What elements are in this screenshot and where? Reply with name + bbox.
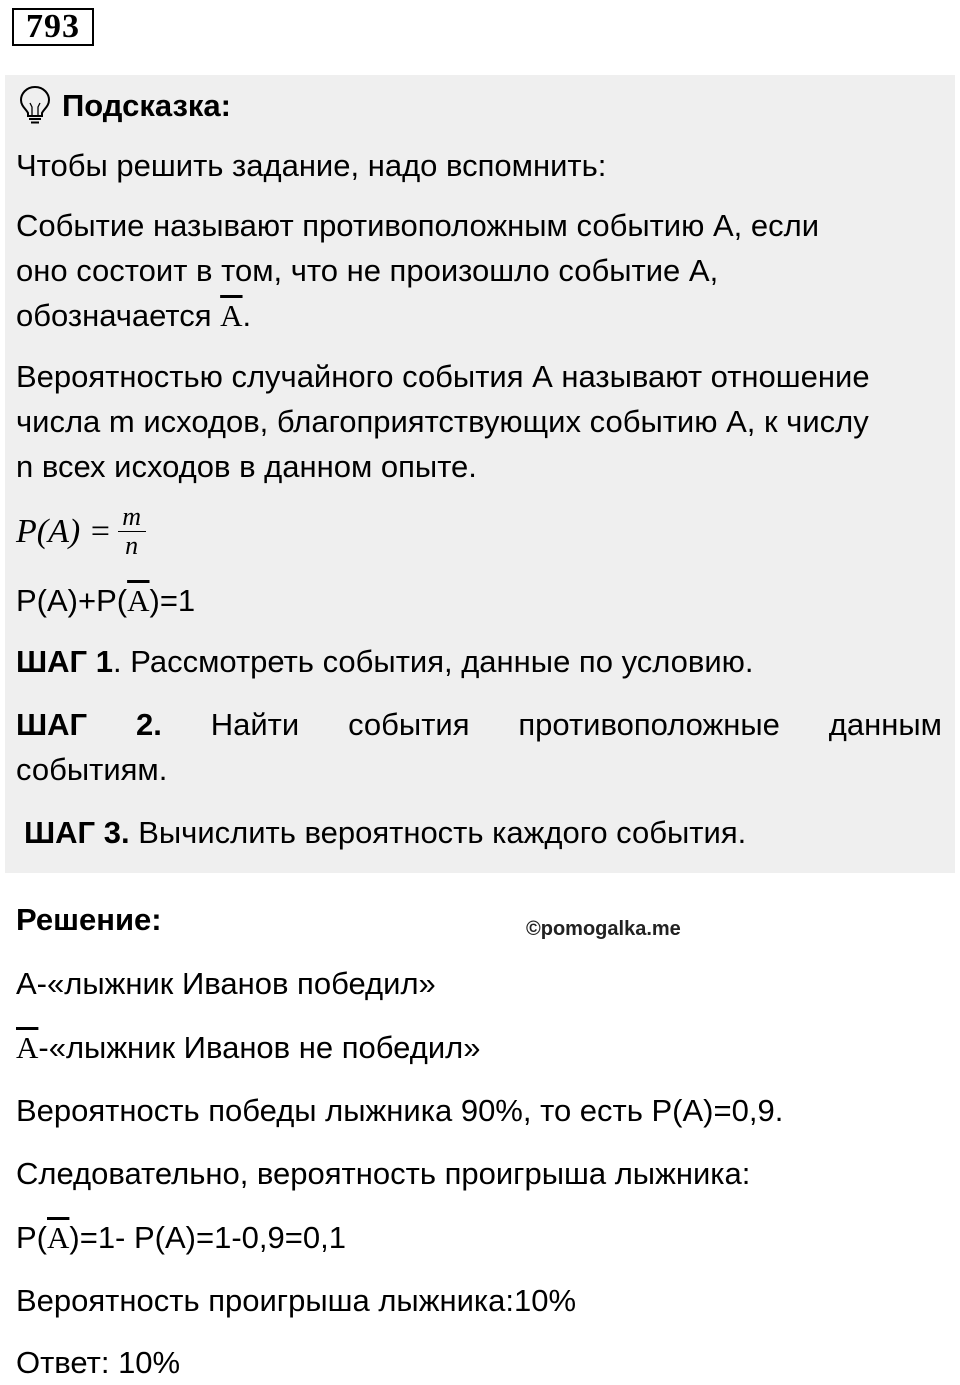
step-2-line-2: событиям.	[16, 752, 168, 787]
step-2-word: 2.	[136, 707, 162, 742]
complement-symbol: $\overline{A}$	[220, 298, 243, 333]
lightbulb-icon	[18, 85, 52, 125]
event-not-a	[16, 1025, 480, 1070]
watermark: ©pomogalka.me	[526, 918, 681, 940]
task-number: 793	[12, 8, 94, 46]
definition-line-1: Событие называют противоположным событию А, если	[16, 208, 820, 243]
formula-lhs: P(A) =	[16, 512, 112, 550]
answer-line: Ответ: 10%	[16, 1345, 181, 1380]
calculation	[16, 1215, 346, 1260]
definition-suffix: .	[242, 298, 252, 333]
formula-denominator: n	[125, 531, 139, 560]
result-line: Вероятность проигрыша лыжника:10%	[16, 1283, 577, 1318]
event-not-a-text: -«лыжник Иванов не победил»	[38, 1030, 481, 1065]
event-a: А-«лыжник Иванов победил»	[16, 966, 436, 1001]
calc-prefix: P(	[16, 1220, 47, 1255]
complement-symbol: $\overline{A}$	[127, 583, 150, 618]
step-3-label: ШАГ 3.	[24, 815, 130, 850]
probability-line-2: числа m исходов, благоприятствующих событию А, к числу	[16, 404, 869, 439]
definition-line-3	[16, 293, 251, 338]
step-2-word: события	[348, 707, 470, 742]
complement-symbol: $\overline{A}$	[16, 1030, 39, 1065]
hint-intro: Чтобы решить задание, надо вспомнить:	[16, 148, 607, 183]
definition-line-2: оно состоит в том, что не произошло событие А,	[16, 253, 719, 288]
step-2-word: Найти	[210, 707, 300, 742]
step-2-word: данным	[828, 707, 942, 742]
step-3-text: Вычислить вероятность каждого события.	[129, 815, 747, 850]
formula-numerator: m	[122, 502, 142, 531]
sum-prefix: P(A)+P(	[16, 583, 128, 618]
hint-box	[5, 75, 955, 873]
step-2-line-1	[16, 702, 942, 747]
therefore-line: Следовательно, вероятность проигрыша лыжника:	[16, 1156, 751, 1191]
step-1-text: . Рассмотреть события, данные по условию.	[112, 644, 754, 679]
hint-title: Подсказка:	[62, 88, 231, 123]
probability-line-3: n всех исходов в данном опыте.	[16, 449, 477, 484]
probability-line-1: Вероятностью случайного события А называют отношение	[16, 359, 870, 394]
complement-symbol: $\overline{A}$	[47, 1220, 70, 1255]
probability-formula	[16, 503, 146, 560]
calc-suffix: )=1- P(A)=1-0,9=0,1	[69, 1220, 346, 1255]
step-3	[24, 810, 746, 855]
solution-title: Решение:	[16, 902, 162, 937]
step-2-word: ШАГ	[16, 707, 88, 742]
definition-prefix: обозначается	[16, 298, 221, 333]
given-probability: Вероятность победы лыжника 90%, то есть Р(А)=0,9.	[16, 1093, 784, 1128]
formula-fraction	[118, 503, 146, 560]
step-2-word: противоположные	[518, 707, 780, 742]
step-1	[16, 639, 754, 684]
sum-formula	[16, 578, 195, 623]
step-1-label: ШАГ 1	[16, 644, 113, 679]
sum-suffix: )=1	[149, 583, 196, 618]
